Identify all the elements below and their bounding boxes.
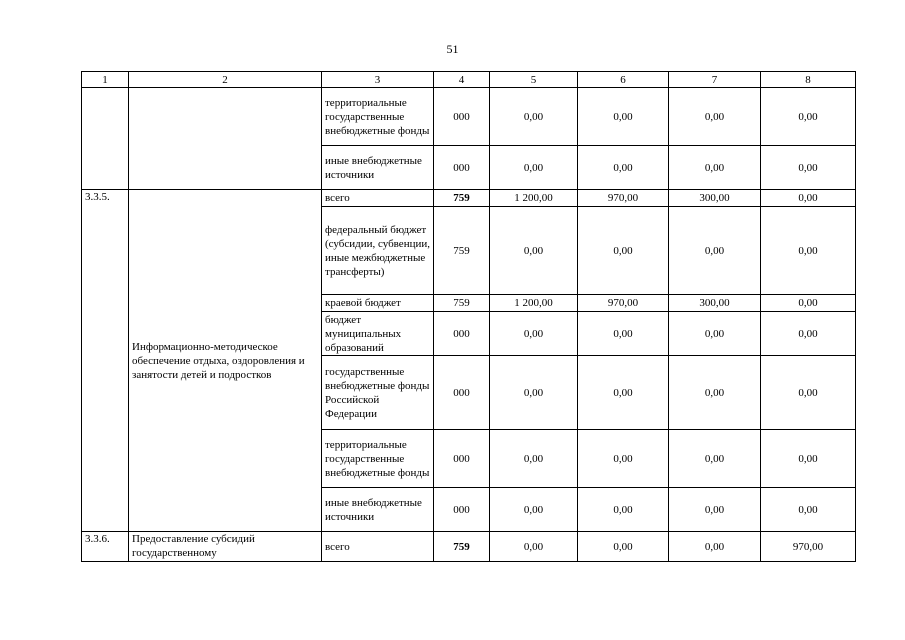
code-cell: 000 xyxy=(434,430,490,488)
value-cell: 1 200,00 xyxy=(490,190,578,207)
source-cell: государственные внебюджетные фонды Российской Федерации xyxy=(322,356,434,430)
value-cell: 0,00 xyxy=(490,146,578,190)
table-row xyxy=(82,190,856,207)
code-cell: 759 xyxy=(434,295,490,312)
value-cell: 0,00 xyxy=(490,88,578,146)
item-number-cell: 3.3.5. xyxy=(82,190,129,532)
value-cell: 0,00 xyxy=(669,430,761,488)
value-cell: 300,00 xyxy=(669,190,761,207)
header-cell: 6 xyxy=(578,72,669,88)
value-cell: 970,00 xyxy=(578,190,669,207)
value-cell: 0,00 xyxy=(490,430,578,488)
value-cell: 0,00 xyxy=(578,356,669,430)
value-cell: 0,00 xyxy=(761,488,856,532)
value-cell: 0,00 xyxy=(578,88,669,146)
value-cell: 0,00 xyxy=(761,146,856,190)
value-cell: 0,00 xyxy=(490,356,578,430)
header-cell: 4 xyxy=(434,72,490,88)
source-cell: федеральный бюджет (субсидии, субвенции, иные межбюджетные трансферты) xyxy=(322,207,434,295)
header-row xyxy=(82,72,856,88)
value-cell: 0,00 xyxy=(578,430,669,488)
header-cell: 3 xyxy=(322,72,434,88)
value-cell: 0,00 xyxy=(669,356,761,430)
source-cell: иные внебюджетные источники xyxy=(322,146,434,190)
table-row xyxy=(82,532,856,562)
header-cell: 8 xyxy=(761,72,856,88)
budget-table xyxy=(81,71,856,562)
value-cell: 0,00 xyxy=(490,532,578,562)
value-cell: 0,00 xyxy=(761,430,856,488)
source-cell: всего xyxy=(322,190,434,207)
source-cell: территориальные государственные внебюджетные фонды xyxy=(322,430,434,488)
item-number-cell: 3.3.6. xyxy=(82,532,129,562)
code-cell: 759 xyxy=(434,190,490,207)
value-cell: 0,00 xyxy=(669,88,761,146)
value-cell: 0,00 xyxy=(761,190,856,207)
value-cell: 0,00 xyxy=(578,488,669,532)
item-number-cell xyxy=(82,88,129,190)
value-cell: 0,00 xyxy=(578,532,669,562)
source-cell: краевой бюджет xyxy=(322,295,434,312)
source-cell: иные внебюджетные источники xyxy=(322,488,434,532)
value-cell: 0,00 xyxy=(761,356,856,430)
value-cell: 0,00 xyxy=(669,146,761,190)
code-cell: 000 xyxy=(434,88,490,146)
code-cell: 000 xyxy=(434,488,490,532)
header-cell: 2 xyxy=(129,72,322,88)
value-cell: 0,00 xyxy=(761,312,856,356)
value-cell: 0,00 xyxy=(669,488,761,532)
value-cell: 300,00 xyxy=(669,295,761,312)
value-cell: 0,00 xyxy=(669,207,761,295)
item-name-cell: Информационно-методическое обеспечение отдыха, оздоровления и занятости детей и подростков xyxy=(129,190,322,532)
page-number: 51 xyxy=(446,42,459,56)
code-cell: 000 xyxy=(434,146,490,190)
code-cell: 759 xyxy=(434,532,490,562)
value-cell: 0,00 xyxy=(761,88,856,146)
value-cell: 0,00 xyxy=(578,312,669,356)
code-cell: 000 xyxy=(434,356,490,430)
value-cell: 0,00 xyxy=(669,312,761,356)
table-row xyxy=(82,88,856,146)
code-cell: 000 xyxy=(434,312,490,356)
source-cell: всего xyxy=(322,532,434,562)
value-cell: 0,00 xyxy=(761,207,856,295)
source-cell: бюджет муниципальных образований xyxy=(322,312,434,356)
code-cell: 759 xyxy=(434,207,490,295)
value-cell: 970,00 xyxy=(761,532,856,562)
value-cell: 0,00 xyxy=(490,312,578,356)
header-cell: 7 xyxy=(669,72,761,88)
item-name-cell: Предоставление субсидий государственному xyxy=(129,532,322,562)
source-cell: территориальные государственные внебюджетные фонды xyxy=(322,88,434,146)
value-cell: 0,00 xyxy=(761,295,856,312)
value-cell: 0,00 xyxy=(578,146,669,190)
value-cell: 0,00 xyxy=(490,207,578,295)
item-name-cell xyxy=(129,88,322,190)
value-cell: 0,00 xyxy=(490,488,578,532)
header-cell: 5 xyxy=(490,72,578,88)
value-cell: 970,00 xyxy=(578,295,669,312)
header-cell: 1 xyxy=(82,72,129,88)
value-cell: 1 200,00 xyxy=(490,295,578,312)
value-cell: 0,00 xyxy=(578,207,669,295)
value-cell: 0,00 xyxy=(669,532,761,562)
